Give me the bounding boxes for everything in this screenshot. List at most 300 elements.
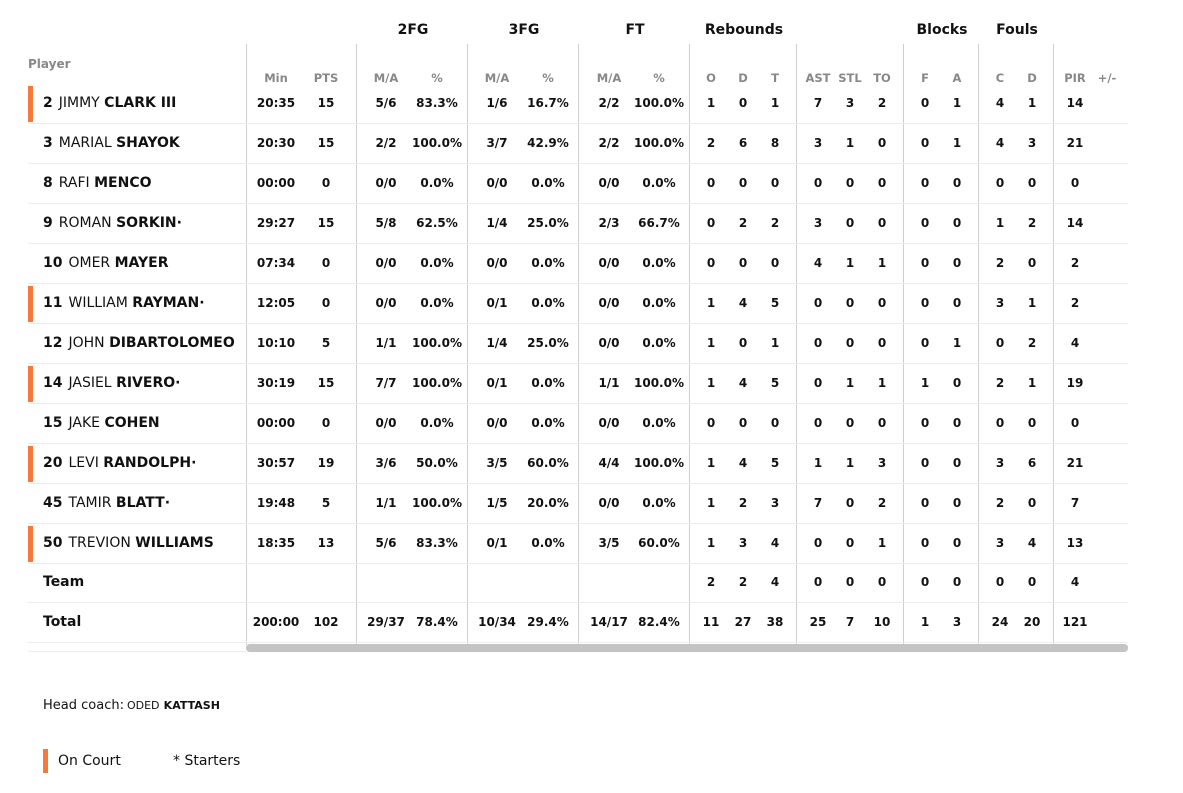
stat-2fg-ma: 29/37: [367, 615, 405, 629]
stat-min: 07:34: [256, 256, 296, 270]
stat-reb-d: 4: [738, 456, 748, 470]
group-header-fouls: Fouls: [996, 22, 1038, 38]
stat-blk-f: 0: [920, 296, 930, 310]
stat-reb-t: 5: [770, 456, 780, 470]
player-row[interactable]: [28, 484, 246, 524]
stat-ft-pct: 66.7%: [638, 216, 680, 230]
player-number: 11: [43, 295, 63, 311]
team-row: [28, 563, 246, 603]
stat-blk-f: 0: [920, 496, 930, 510]
stat-3fg-pct: 20.0%: [527, 496, 569, 510]
stat-stl: 1: [845, 136, 855, 150]
stats-row: [246, 84, 1128, 124]
player-last-name: RIVERO: [116, 375, 176, 391]
stat-foul-c: 0: [995, 176, 1005, 190]
stat-pts: 15: [317, 136, 335, 150]
player-name[interactable]: [43, 495, 170, 511]
player-name[interactable]: [43, 255, 169, 271]
stat-foul-d: 0: [1027, 256, 1037, 270]
column-header-reb-d[interactable]: D: [738, 71, 748, 85]
group-header-blocks: Blocks: [916, 22, 968, 38]
stat-pir: 2: [1070, 256, 1080, 270]
head-coach-last-name: KATTASH: [163, 699, 220, 712]
stat-foul-d: 3: [1027, 136, 1037, 150]
column-header-2fg-ma[interactable]: M/A: [373, 71, 399, 85]
stat-3fg-ma: 10/34: [478, 615, 516, 629]
stat-3fg-pct: 0.0%: [531, 296, 565, 310]
stat-3fg-pct: 0.0%: [531, 176, 565, 190]
stat-reb-d: 2: [738, 216, 748, 230]
column-header-ast[interactable]: AST: [805, 71, 831, 85]
stat-ast: 3: [813, 216, 823, 230]
stat-ast: 7: [813, 496, 823, 510]
column-header-ft-ma[interactable]: M/A: [596, 71, 622, 85]
stat-3fg-pct: 0.0%: [531, 536, 565, 550]
stat-pir: 4: [1070, 575, 1080, 589]
stat-ast: 1: [813, 456, 823, 470]
player-row[interactable]: [28, 84, 246, 124]
player-number: 12: [43, 335, 63, 351]
stat-reb-t: 1: [770, 336, 780, 350]
player-first-name: JAKE: [68, 415, 100, 431]
stat-ast: 0: [813, 176, 823, 190]
stat-2fg-pct: 0.0%: [420, 296, 454, 310]
stat-pts: 5: [321, 496, 331, 510]
stat-foul-c: 4: [995, 136, 1005, 150]
stat-2fg-ma: 5/6: [375, 536, 397, 550]
stat-reb-o: 1: [706, 496, 716, 510]
player-number: 45: [43, 495, 63, 511]
stats-row: [246, 364, 1128, 404]
stats-row: [246, 444, 1128, 484]
player-row[interactable]: [28, 524, 246, 564]
stat-ft-pct: 100.0%: [634, 456, 684, 470]
stat-blk-a: 0: [952, 376, 962, 390]
stat-2fg-ma: 2/2: [375, 136, 397, 150]
stat-blk-f: 0: [920, 256, 930, 270]
column-header-pir[interactable]: PIR: [1064, 71, 1086, 85]
stat-reb-d: 2: [738, 496, 748, 510]
player-first-name: MARIAL: [58, 135, 112, 151]
player-name[interactable]: [43, 175, 152, 191]
stat-to: 0: [877, 176, 887, 190]
player-header: Player: [28, 57, 71, 71]
stat-2fg-ma: 1/1: [375, 496, 397, 510]
player-first-name: RAFI: [58, 175, 90, 191]
stat-reb-o: 0: [706, 256, 716, 270]
stat-stl: 1: [845, 376, 855, 390]
stat-blk-a: 0: [952, 496, 962, 510]
stat-reb-o: 2: [706, 575, 716, 589]
stat-2fg-pct: 50.0%: [416, 456, 458, 470]
player-row[interactable]: [28, 284, 246, 324]
stat-foul-d: 2: [1027, 216, 1037, 230]
stat-reb-d: 4: [738, 376, 748, 390]
stats-row: [246, 244, 1128, 284]
column-header-reb-o[interactable]: O: [706, 71, 716, 85]
stat-blk-a: 0: [952, 416, 962, 430]
stat-to: 0: [877, 216, 887, 230]
player-last-name: SHAYOK: [116, 135, 180, 151]
stat-pir: 4: [1070, 336, 1080, 350]
player-row[interactable]: [28, 244, 246, 284]
stat-ast: 0: [813, 536, 823, 550]
stat-3fg-pct: 25.0%: [527, 216, 569, 230]
head-coach: [43, 698, 220, 713]
stat-stl: 1: [845, 456, 855, 470]
stat-2fg-ma: 3/6: [375, 456, 397, 470]
stat-pts: 15: [317, 376, 335, 390]
stat-2fg-pct: 0.0%: [420, 176, 454, 190]
player-number: 15: [43, 415, 63, 431]
stat-foul-c: 3: [995, 296, 1005, 310]
stat-foul-d: 0: [1027, 575, 1037, 589]
column-header-min[interactable]: Min: [264, 71, 288, 85]
stat-2fg-ma: 0/0: [375, 256, 397, 270]
stat-blk-a: 3: [952, 615, 962, 629]
stat-blk-a: 0: [952, 176, 962, 190]
stat-blk-f: 1: [920, 615, 930, 629]
player-row[interactable]: [28, 164, 246, 204]
stat-3fg-pct: 0.0%: [531, 376, 565, 390]
player-first-name: JASIEL: [68, 375, 112, 391]
stat-ast: 0: [813, 336, 823, 350]
stat-reb-d: 0: [738, 416, 748, 430]
stat-3fg-pct: 16.7%: [527, 96, 569, 110]
stat-min: 29:27: [256, 216, 296, 230]
stat-3fg-ma: 1/6: [486, 96, 508, 110]
stat-reb-t: 0: [770, 256, 780, 270]
stat-stl: 0: [845, 216, 855, 230]
stat-3fg-ma: 0/1: [486, 536, 508, 550]
stats-row: [246, 284, 1128, 324]
column-header-3fg-pct[interactable]: %: [542, 71, 554, 85]
column-header-blk-a[interactable]: A: [952, 71, 962, 85]
player-number: 9: [43, 215, 53, 231]
stat-reb-t: 4: [770, 536, 780, 550]
stat-blk-f: 0: [920, 216, 930, 230]
stat-3fg-pct: 42.9%: [527, 136, 569, 150]
scrollbar-thumb[interactable]: [246, 644, 1128, 652]
stat-ft-ma: 2/3: [598, 216, 620, 230]
player-last-name: CLARK III: [104, 95, 177, 111]
stat-to: 0: [877, 296, 887, 310]
stat-3fg-ma: 3/5: [486, 456, 508, 470]
stat-foul-d: 2: [1027, 336, 1037, 350]
on-court-legend-label: On Court: [58, 753, 121, 769]
stat-min: 00:00: [256, 176, 296, 190]
stat-ast: 0: [813, 296, 823, 310]
starters-legend-label: * Starters: [173, 753, 241, 769]
stat-reb-d: 27: [734, 615, 752, 629]
player-first-name: TAMIR: [68, 495, 112, 511]
team-label: Team: [43, 574, 85, 590]
stat-pir: 21: [1066, 456, 1084, 470]
column-header-to[interactable]: TO: [873, 71, 891, 85]
starter-marker: ·: [199, 295, 205, 311]
player-number: 10: [43, 255, 63, 271]
stat-foul-c: 3: [995, 536, 1005, 550]
stat-to: 1: [877, 256, 887, 270]
stat-blk-a: 1: [952, 96, 962, 110]
stat-to: 1: [877, 536, 887, 550]
player-first-name: OMER: [68, 255, 111, 271]
stat-3fg-pct: 0.0%: [531, 256, 565, 270]
player-number: 3: [43, 135, 53, 151]
stat-blk-a: 0: [952, 575, 962, 589]
stat-reb-o: 2: [706, 136, 716, 150]
total-row: [28, 603, 246, 643]
stat-ft-pct: 100.0%: [634, 96, 684, 110]
player-last-name: MAYER: [114, 255, 169, 271]
stat-2fg-pct: 62.5%: [416, 216, 458, 230]
stat-ast: 3: [813, 136, 823, 150]
stat-blk-f: 0: [920, 456, 930, 470]
player-number: 2: [43, 95, 53, 111]
stat-foul-d: 1: [1027, 96, 1037, 110]
on-court-indicator: [28, 366, 33, 402]
column-header-2fg-pct[interactable]: %: [431, 71, 443, 85]
column-header-ft-pct[interactable]: %: [653, 71, 665, 85]
stat-pir: 14: [1066, 96, 1084, 110]
stat-ft-ma: 3/5: [598, 536, 620, 550]
stat-min: 12:05: [256, 296, 296, 310]
stat-blk-f: 1: [920, 376, 930, 390]
stat-foul-c: 2: [995, 376, 1005, 390]
stats-row: [246, 524, 1128, 564]
player-name[interactable]: [43, 375, 180, 391]
column-header-foul-c[interactable]: C: [995, 71, 1005, 85]
stat-3fg-ma: 0/0: [486, 256, 508, 270]
stat-foul-d: 0: [1027, 176, 1037, 190]
stat-to: 0: [877, 336, 887, 350]
stat-reb-o: 11: [702, 615, 720, 629]
player-name[interactable]: [43, 295, 205, 311]
stat-foul-c: 3: [995, 456, 1005, 470]
stat-blk-a: 1: [952, 336, 962, 350]
stat-min: 18:35: [256, 536, 296, 550]
player-name[interactable]: [43, 455, 196, 471]
group-header-rebounds: Rebounds: [704, 22, 784, 38]
stat-pir: 19: [1066, 376, 1084, 390]
stat-ft-ma: 0/0: [598, 296, 620, 310]
stat-ft-ma: 2/2: [598, 96, 620, 110]
stat-ft-ma: 2/2: [598, 136, 620, 150]
on-court-indicator: [28, 286, 33, 322]
stat-blk-a: 0: [952, 296, 962, 310]
stat-reb-t: 38: [766, 615, 784, 629]
player-name[interactable]: [43, 335, 235, 351]
stat-stl: 0: [845, 296, 855, 310]
stats-row: [246, 563, 1128, 603]
stat-foul-c: 0: [995, 575, 1005, 589]
stat-stl: 1: [845, 256, 855, 270]
stat-pts: 15: [317, 216, 335, 230]
on-court-indicator: [28, 86, 33, 122]
player-last-name: MENCO: [94, 175, 152, 191]
stat-3fg-ma: 0/0: [486, 176, 508, 190]
group-header-ft: FT: [625, 22, 645, 38]
stat-reb-d: 2: [738, 575, 748, 589]
stat-3fg-pct: 29.4%: [527, 615, 569, 629]
stat-reb-t: 0: [770, 176, 780, 190]
stat-2fg-pct: 83.3%: [416, 96, 458, 110]
player-row[interactable]: [28, 324, 246, 364]
player-row[interactable]: [28, 444, 246, 484]
stat-to: 2: [877, 96, 887, 110]
stat-ft-pct: 0.0%: [642, 336, 676, 350]
stat-reb-t: 2: [770, 216, 780, 230]
stat-ft-ma: 4/4: [598, 456, 620, 470]
stat-min: 20:35: [256, 96, 296, 110]
stat-2fg-ma: 0/0: [375, 416, 397, 430]
stat-pts: 15: [317, 96, 335, 110]
column-header-foul-d[interactable]: D: [1027, 71, 1037, 85]
stat-3fg-ma: 1/5: [486, 496, 508, 510]
stat-pts: 0: [321, 416, 331, 430]
stat-ft-ma: 0/0: [598, 256, 620, 270]
stat-reb-d: 4: [738, 296, 748, 310]
stat-3fg-ma: 0/0: [486, 416, 508, 430]
stat-ft-pct: 100.0%: [634, 136, 684, 150]
player-last-name: COHEN: [104, 415, 160, 431]
player-row[interactable]: [28, 404, 246, 444]
player-first-name: WILLIAM: [68, 295, 128, 311]
starter-marker: ·: [176, 215, 182, 231]
player-number: 20: [43, 455, 63, 471]
column-header-blk-f[interactable]: F: [921, 71, 929, 85]
stat-2fg-ma: 5/6: [375, 96, 397, 110]
stat-blk-f: 0: [920, 96, 930, 110]
column-header-plus-minus[interactable]: +/-: [1097, 71, 1117, 85]
stats-row: [246, 124, 1128, 164]
horizontal-scrollbar[interactable]: [246, 644, 1128, 652]
player-first-name: JOHN: [68, 335, 105, 351]
starter-marker: ·: [175, 375, 181, 391]
stat-stl: 0: [845, 575, 855, 589]
player-name[interactable]: [43, 135, 180, 151]
stat-3fg-ma: 0/1: [486, 376, 508, 390]
player-last-name: WILLIAMS: [135, 535, 214, 551]
stat-foul-d: 6: [1027, 456, 1037, 470]
stat-blk-a: 0: [952, 216, 962, 230]
stat-reb-o: 1: [706, 456, 716, 470]
player-name[interactable]: [43, 535, 214, 551]
stat-blk-f: 0: [920, 176, 930, 190]
stats-row: [246, 404, 1128, 444]
stat-to: 0: [877, 416, 887, 430]
stat-2fg-ma: 7/7: [375, 376, 397, 390]
stat-ast: 0: [813, 575, 823, 589]
player-name[interactable]: [43, 415, 160, 431]
stat-2fg-pct: 100.0%: [412, 376, 462, 390]
column-header-reb-t[interactable]: T: [771, 71, 779, 85]
player-row[interactable]: [28, 124, 246, 164]
stat-blk-a: 1: [952, 136, 962, 150]
stat-stl: 7: [845, 615, 855, 629]
stat-2fg-pct: 100.0%: [412, 136, 462, 150]
stat-blk-f: 0: [920, 536, 930, 550]
stat-ast: 7: [813, 96, 823, 110]
stat-min: 00:00: [256, 416, 296, 430]
stat-min: 30:19: [256, 376, 296, 390]
stat-stl: 0: [845, 176, 855, 190]
stat-ft-pct: 82.4%: [638, 615, 680, 629]
stat-2fg-ma: 0/0: [375, 176, 397, 190]
stat-2fg-ma: 1/1: [375, 336, 397, 350]
stats-row: [246, 164, 1128, 204]
stat-reb-t: 5: [770, 376, 780, 390]
player-last-name: RAYMAN: [132, 295, 200, 311]
stat-pts: 13: [317, 536, 335, 550]
stat-to: 0: [877, 136, 887, 150]
stat-ft-ma: 0/0: [598, 416, 620, 430]
stat-3fg-ma: 1/4: [486, 216, 508, 230]
stat-min: 30:57: [256, 456, 296, 470]
stat-to: 10: [873, 615, 891, 629]
on-court-legend-swatch: [43, 749, 48, 773]
stat-foul-c: 0: [995, 336, 1005, 350]
stat-2fg-pct: 78.4%: [416, 615, 458, 629]
stat-stl: 0: [845, 416, 855, 430]
stat-foul-d: 0: [1027, 496, 1037, 510]
stat-ast: 0: [813, 376, 823, 390]
player-row[interactable]: [28, 364, 246, 404]
stat-2fg-pct: 0.0%: [420, 416, 454, 430]
column-header-3fg-ma[interactable]: M/A: [484, 71, 510, 85]
stat-2fg-pct: 100.0%: [412, 336, 462, 350]
stat-ft-pct: 60.0%: [638, 536, 680, 550]
stat-pir: 121: [1062, 615, 1088, 629]
stat-ft-ma: 0/0: [598, 176, 620, 190]
stat-ast: 25: [809, 615, 827, 629]
stat-foul-c: 0: [995, 416, 1005, 430]
stat-reb-t: 1: [770, 96, 780, 110]
stat-ft-pct: 0.0%: [642, 496, 676, 510]
player-row[interactable]: [28, 204, 246, 244]
stat-blk-a: 0: [952, 536, 962, 550]
stat-2fg-pct: 0.0%: [420, 256, 454, 270]
stat-blk-f: 0: [920, 136, 930, 150]
stat-3fg-ma: 1/4: [486, 336, 508, 350]
stat-to: 0: [877, 575, 887, 589]
stat-3fg-ma: 3/7: [486, 136, 508, 150]
stat-blk-f: 0: [920, 416, 930, 430]
stat-reb-t: 8: [770, 136, 780, 150]
column-header-stl[interactable]: STL: [838, 71, 862, 85]
player-name[interactable]: [43, 95, 176, 111]
total-label: Total: [43, 614, 82, 630]
stat-3fg-ma: 0/1: [486, 296, 508, 310]
stat-3fg-pct: 60.0%: [527, 456, 569, 470]
player-last-name: DIBARTOLOMEO: [109, 335, 235, 351]
stat-pts: 0: [321, 176, 331, 190]
stat-to: 2: [877, 496, 887, 510]
column-header-pts[interactable]: PTS: [313, 71, 339, 85]
stat-reb-o: 1: [706, 296, 716, 310]
stat-ft-pct: 0.0%: [642, 176, 676, 190]
stat-blk-a: 0: [952, 256, 962, 270]
stat-pir: 2: [1070, 296, 1080, 310]
player-last-name: RANDOLPH: [103, 455, 192, 471]
head-coach-first-name: ODED: [126, 699, 160, 712]
player-name[interactable]: [43, 215, 182, 231]
player-number: 8: [43, 175, 53, 191]
stat-reb-d: 3: [738, 536, 748, 550]
stat-ft-ma: 0/0: [598, 496, 620, 510]
stat-ast: 0: [813, 416, 823, 430]
stat-reb-d: 6: [738, 136, 748, 150]
